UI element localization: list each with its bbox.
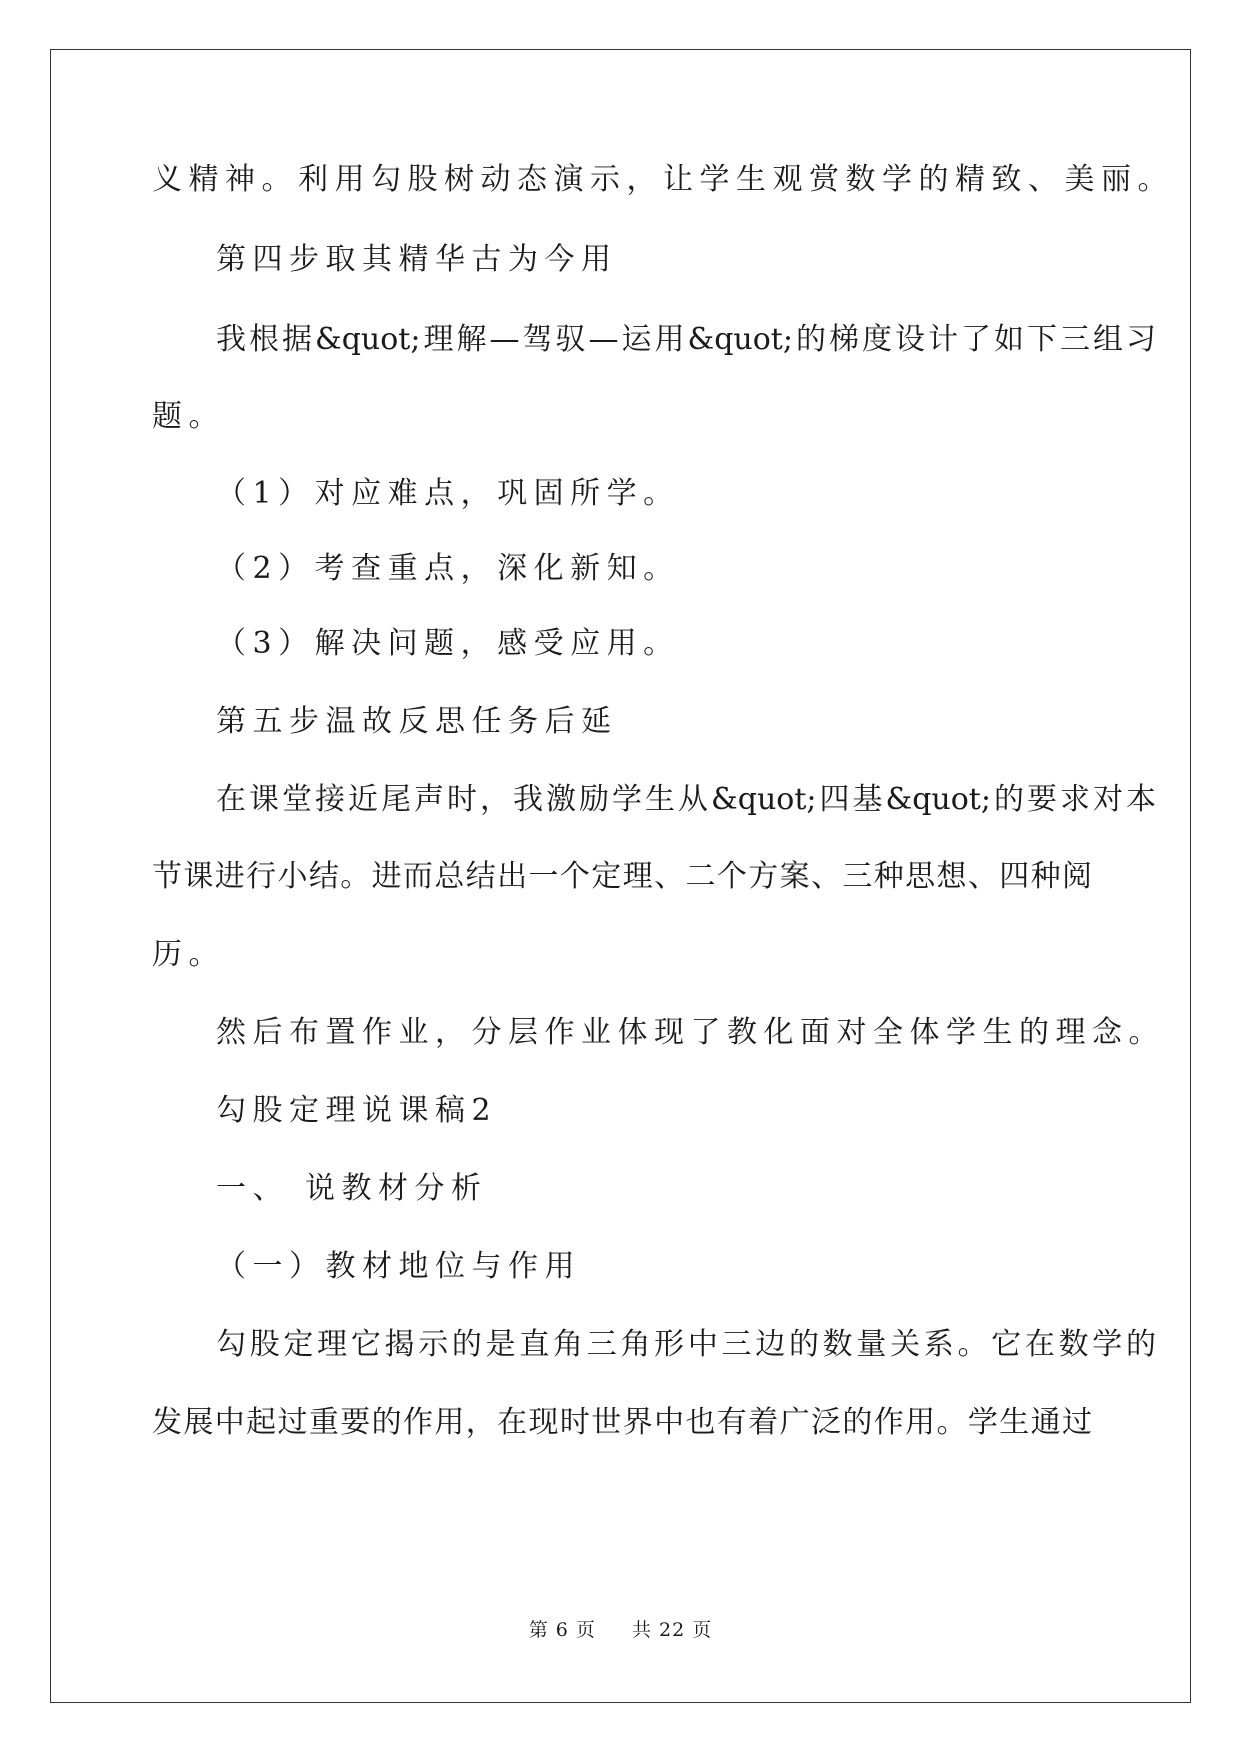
text-line: 勾股定理它揭示的是直角三角形中三边的数量关系。它在数学的 [216, 1327, 1156, 1362]
text-line: 义精神。利用勾股树动态演示，让学生观赏数学的精致、美丽。 [152, 162, 1174, 197]
text-line: 我根据&quot;理解—驾驭—运用&quot;的梯度设计了如下三组习 [216, 322, 1156, 357]
list-item: （3）解决问题，感受应用。 [216, 626, 680, 661]
text-line: 然后布置作业，分层作业体现了教化面对全体学生的理念。 [216, 1015, 1165, 1050]
section-heading: 一、 说教材分析 [216, 1171, 488, 1206]
text-line: 题。 [152, 399, 225, 434]
subsection-heading: （一）教材地位与作用 [216, 1249, 581, 1284]
document-title: 勾股定理说课稿2 [216, 1093, 498, 1128]
list-item: （2）考查重点，深化新知。 [216, 551, 680, 586]
list-item: （1）对应难点，巩固所学。 [216, 476, 680, 511]
page-footer [0, 1615, 1241, 1642]
total-pages: 共 22 页 [632, 1619, 713, 1641]
section-heading: 第五步温故反思任务后延 [216, 704, 618, 739]
text-line: 节课进行小结。进而总结出一个定理、二个方案、三种思想、四种阅 [152, 859, 1092, 894]
section-heading: 第四步取其精华古为今用 [216, 242, 618, 277]
text-line: 在课堂接近尾声时，我激励学生从&quot;四基&quot;的要求对本 [216, 782, 1156, 817]
text-line: 历。 [152, 937, 225, 972]
text-line: 发展中起过重要的作用，在现时世界中也有着广泛的作用。学生通过 [152, 1405, 1092, 1440]
page-number: 第 6 页 [528, 1619, 596, 1641]
